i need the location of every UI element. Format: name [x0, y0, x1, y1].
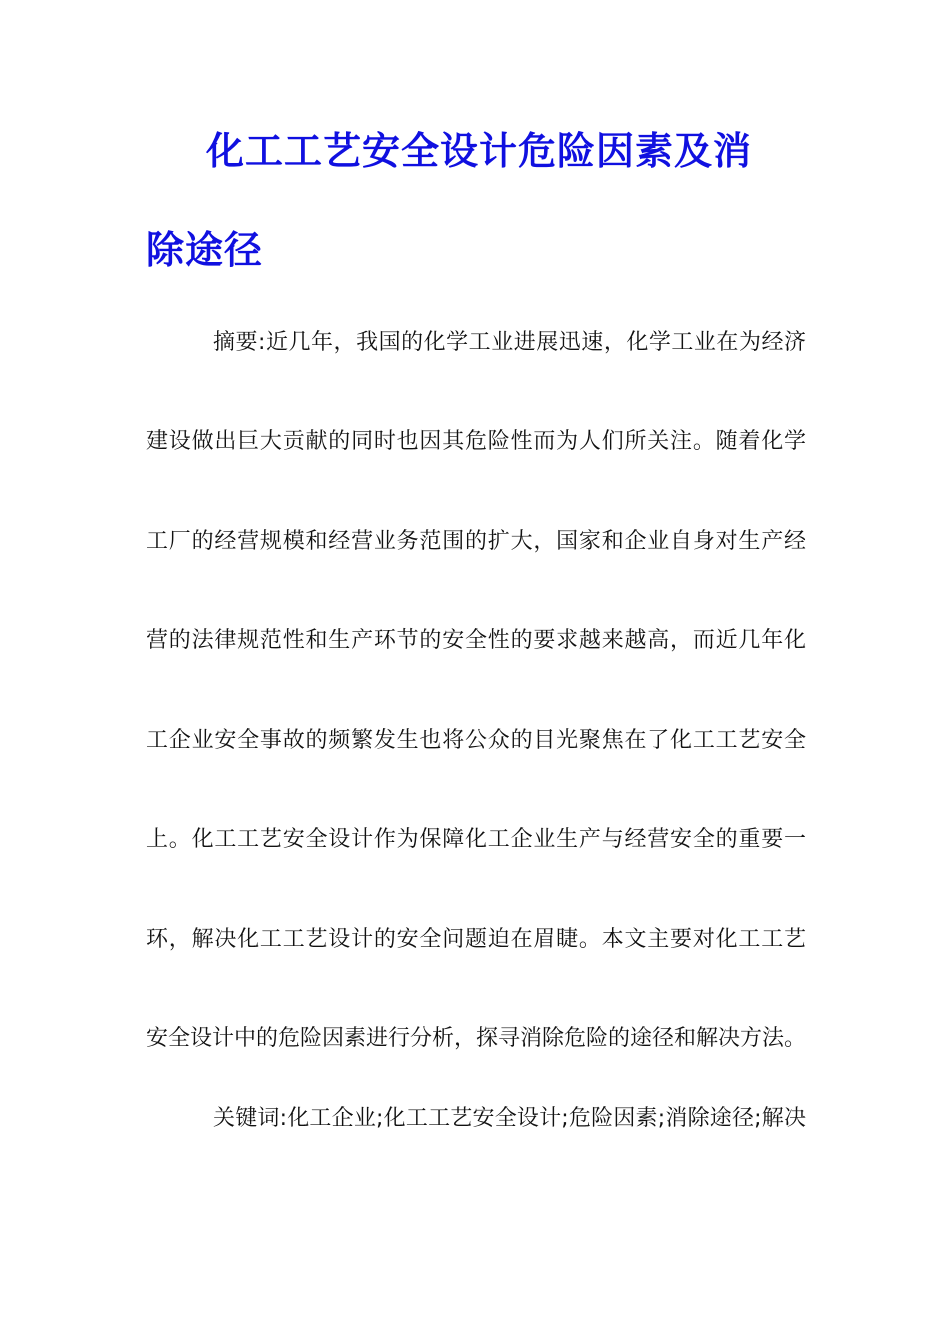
abstract-line-7: 环，解决化工工艺设计的安全问题迫在眉睫。本文主要对化工工艺 [146, 927, 806, 952]
abstract-line-5: 工企业安全事故的频繁发生也将公众的目光聚焦在了化工工艺安全 [146, 728, 806, 753]
keywords-line: 关键词:化工企业;化工工艺安全设计;危险因素;消除途径;解决 [213, 1106, 806, 1131]
abstract-line-4: 营的法律规范性和生产环节的安全性的要求越来越高，而近几年化 [146, 628, 806, 653]
abstract-line-3: 工厂的经营规模和经营业务范围的扩大，国家和企业自身对生产经 [146, 529, 806, 554]
abstract-line-1: 摘要:近几年，我国的化学工业进展迅速，化学工业在为经济 [213, 330, 806, 355]
abstract-line-6: 上。化工工艺安全设计作为保障化工企业生产与经营安全的重要一 [146, 827, 806, 852]
abstract-line-2: 建设做出巨大贡献的同时也因其危险性而为人们所关注。随着化学 [146, 429, 806, 454]
document-title-line-1: 化工工艺安全设计危险因素及消 [206, 128, 753, 173]
abstract-line-8: 安全设计中的危险因素进行分析，探寻消除危险的途径和解决方法。 [146, 1026, 807, 1051]
document-title-line-2: 除途径 [146, 227, 264, 272]
